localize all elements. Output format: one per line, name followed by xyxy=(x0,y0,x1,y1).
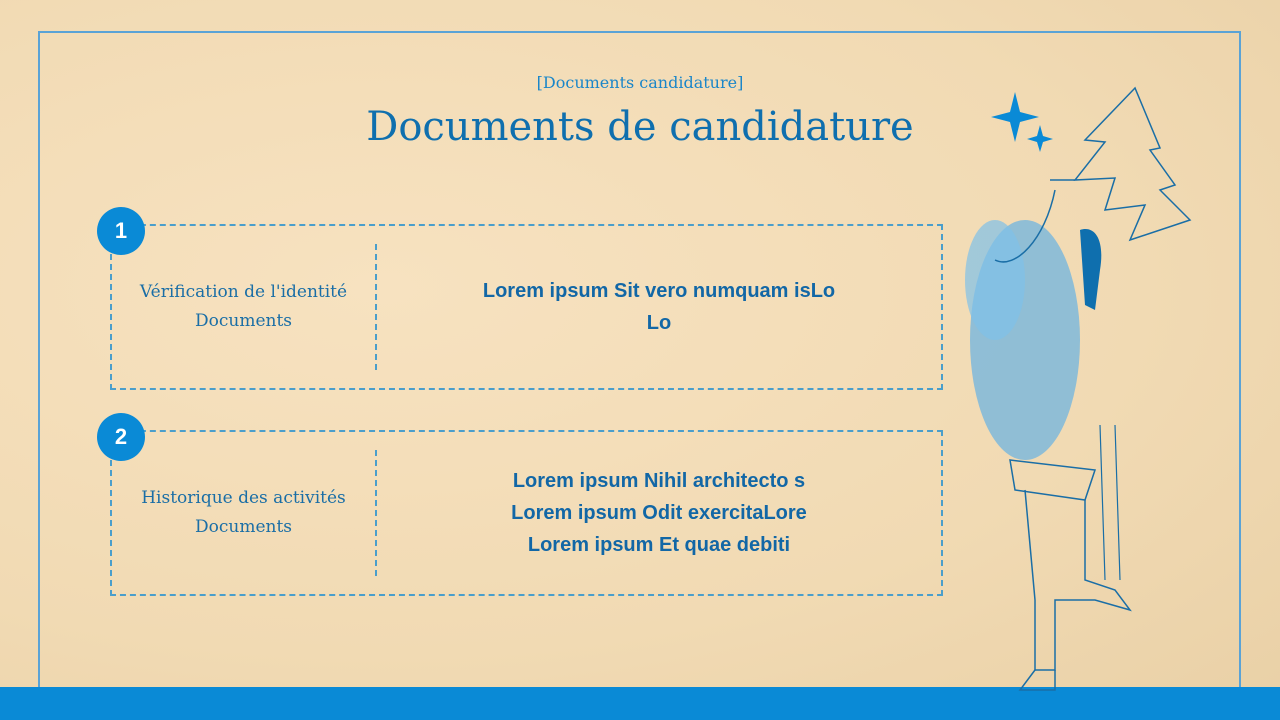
slide-subtitle: [Documents candidature] xyxy=(536,73,744,92)
sparkle-icon xyxy=(991,92,1039,142)
content-line: Lorem ipsum Et quae debiti xyxy=(527,534,791,556)
label-line: Historique des activités xyxy=(141,488,346,508)
content-line: Lorem ipsum Sit vero numquam isLo xyxy=(482,280,836,302)
card-label xyxy=(112,432,375,594)
label-line: Documents xyxy=(194,517,293,537)
card-content xyxy=(377,432,941,594)
woman-decorating-tree-illustration xyxy=(955,80,1205,700)
document-card-2 xyxy=(110,424,943,596)
content-line: Lorem ipsum Nihil architecto s xyxy=(512,470,806,492)
step-badge: 1 xyxy=(97,207,145,255)
content-line: Lorem ipsum Odit exercitaLore xyxy=(511,502,807,524)
sparkle-icon xyxy=(1027,125,1053,152)
card-label xyxy=(112,226,375,388)
content-line: Lo xyxy=(646,312,672,334)
label-line: Documents xyxy=(194,311,293,331)
card-content xyxy=(377,226,941,388)
slide-title: Documents de candidature xyxy=(366,104,914,150)
label-line: Vérification de l'identité xyxy=(139,282,348,302)
document-card-1 xyxy=(110,218,943,390)
step-badge: 2 xyxy=(97,413,145,461)
